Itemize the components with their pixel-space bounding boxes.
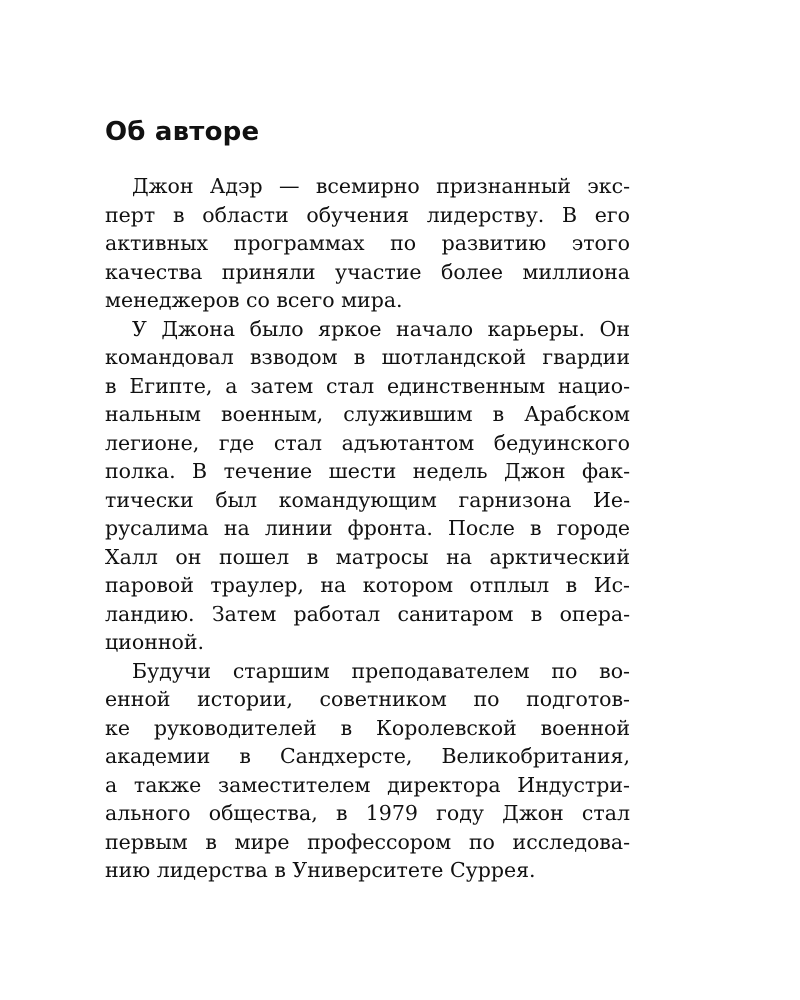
text-line: ционной. — [105, 630, 205, 654]
text-line: Джон Адэр — всемирно признанный экс- — [132, 174, 630, 198]
text-line: Халл он пошел в матросы на арктический — [105, 544, 630, 569]
text-line: перт в области обучения лидерству. В его — [105, 202, 630, 227]
text-line: командовал взводом в шотландской гвардии — [105, 345, 630, 369]
text-line: паровой траулер, на котором отплыл в Ис- — [105, 573, 630, 597]
text-line: активных программах по развитию этого — [105, 231, 630, 255]
text-line: первым в мире профессором по исследова- — [105, 829, 630, 854]
text-line: ального общества, в 1979 году Джон стал — [105, 801, 630, 825]
text-line: тически был командующим гарнизона Ие- — [105, 487, 630, 512]
text-line: У Джона было яркое начало карьеры. Он — [132, 316, 630, 341]
text-line: нальным военным, служившим в Арабском — [105, 402, 630, 426]
text-line: качества приняли участие более миллиона — [105, 259, 630, 284]
text-line: а также заместителем директора Индустри- — [105, 772, 630, 797]
text-line: менеджеров со всего мира. — [105, 288, 403, 312]
paragraph-2 — [105, 315, 630, 657]
paragraph-3 — [105, 657, 630, 885]
paragraph-1 — [105, 172, 630, 315]
text-line: ландию. Затем работал санитаром в опера- — [105, 601, 630, 626]
text-line: русалима на линии фронта. После в городе — [105, 516, 630, 540]
text-line: нию лидерства в Университете Суррея. — [105, 858, 536, 882]
text-line: ке руководителей в Королевской военной — [105, 715, 630, 740]
body-text — [105, 172, 630, 885]
text-line: Будучи старшим преподавателем по во- — [132, 658, 630, 683]
text-line: полка. В течение шести недель Джон фак- — [105, 459, 630, 483]
text-line: енной истории, советником по подготов- — [105, 687, 630, 711]
text-line: легионе, где стал адъютантом бедуинского — [105, 430, 630, 455]
page-title: Об авторе — [105, 117, 260, 147]
text-line: академии в Сандхерсте, Великобритания, — [105, 744, 630, 768]
text-line: в Египте, а затем стал единственным нацио- — [105, 373, 630, 398]
